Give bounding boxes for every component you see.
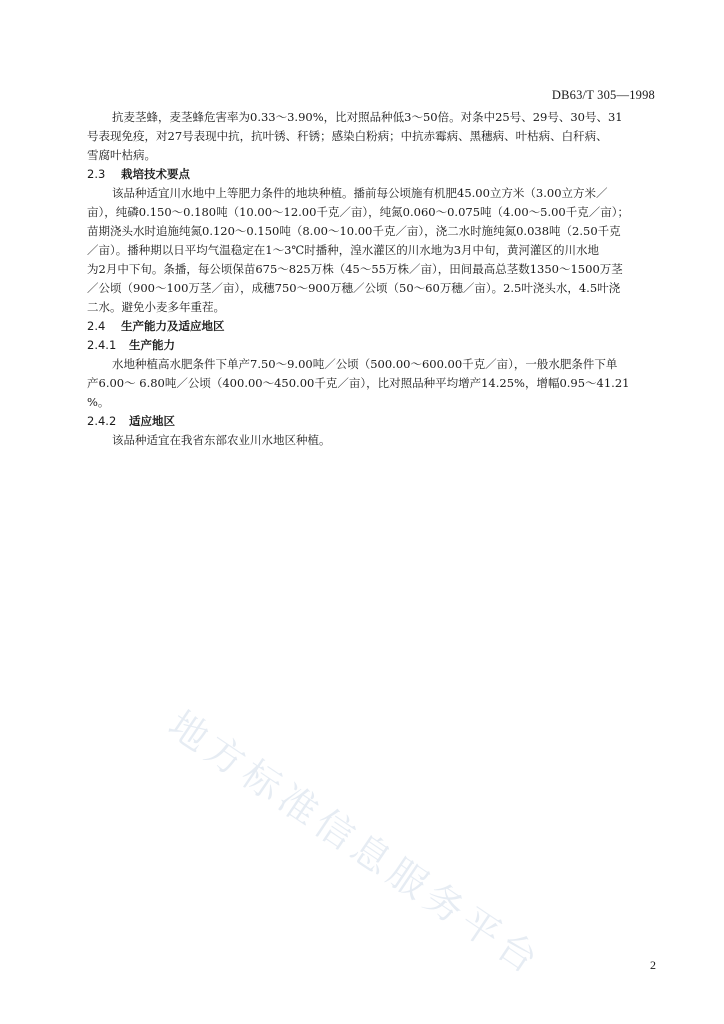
text-line: %。	[87, 395, 110, 409]
text-line: 为2月中下旬。条播，每公顷保苗675～825万株（45～55万株／亩），田间最高总茎数1350～1500万茎	[87, 262, 623, 276]
text-line: ／亩）。播种期以日平均气温稳定在1～3℃时播种，湟水灌区的川水地为3月中旬，黄河灌区的川水地	[87, 243, 600, 257]
page-number: 2	[650, 958, 656, 972]
text-line: 水地种植高水肥条件下单产7.50～9.00吨／公顷（500.00～600.00千克／亩），一般水肥条件下单	[112, 357, 618, 371]
text-line: 产6.00～ 6.80吨／公顷（400.00～450.00千克／亩），比对照品种平均增产14.25%，增幅0.95～41.21	[87, 376, 630, 390]
section-heading-2-3	[87, 165, 655, 184]
text-line: 抗麦茎蜂，麦茎蜂危害率为0.33～3.90%，比对照品种低3～50倍。对条中25号、29号、30号、31	[112, 110, 623, 124]
section-number: 2.3	[87, 167, 106, 181]
section-title: 生产能力及适应地区	[121, 319, 225, 333]
text-line: 该品种适宜川水地中上等肥力条件的地块种植。播前每公顷施有机肥45.00立方米（3.00立方米／	[112, 186, 608, 200]
section-title: 栽培技术要点	[121, 167, 190, 181]
text-line: 二水。避免小麦多年重茬。	[87, 300, 225, 314]
text-line: 号表现免疫，对27号表现中抗，抗叶锈、秆锈；感染白粉病；中抗赤霉病、黑穗病、叶枯病、白秆病、	[87, 129, 608, 143]
text-line: 苗期浇头水时追施纯氮0.120～0.150吨（8.00～10.00千克／亩），浇二水时施纯氮0.038吨（2.50千克	[87, 224, 621, 238]
document-body	[87, 108, 655, 450]
text-line: ／公顷（900～100万茎／亩），成穗750～900万穗／公顷（50～60万穗／亩）。2.5叶浇头水，4.5叶浇	[87, 281, 621, 295]
standard-code: DB63/T 305—1998	[551, 88, 655, 102]
section-heading-2-4	[87, 317, 655, 336]
section-title: 适应地区	[129, 414, 175, 428]
section-number: 2.4.2	[87, 414, 117, 428]
section-number: 2.4.1	[87, 338, 117, 352]
text-line: 雪腐叶枯病。	[87, 148, 156, 162]
section-number: 2.4	[87, 319, 106, 333]
section-heading-2-4-2	[87, 412, 655, 431]
text-line: 该品种适宜在我省东部农业川水地区种植。	[112, 433, 331, 447]
section-title: 生产能力	[129, 338, 175, 352]
watermark: 地方标准信息服务平台	[160, 702, 551, 985]
section-heading-2-4-1	[87, 336, 655, 355]
text-line: 亩），纯磷0.150～0.180吨（10.00～12.00千克／亩），纯氮0.060～0.075吨（4.00～5.00千克／亩）；	[87, 205, 629, 219]
